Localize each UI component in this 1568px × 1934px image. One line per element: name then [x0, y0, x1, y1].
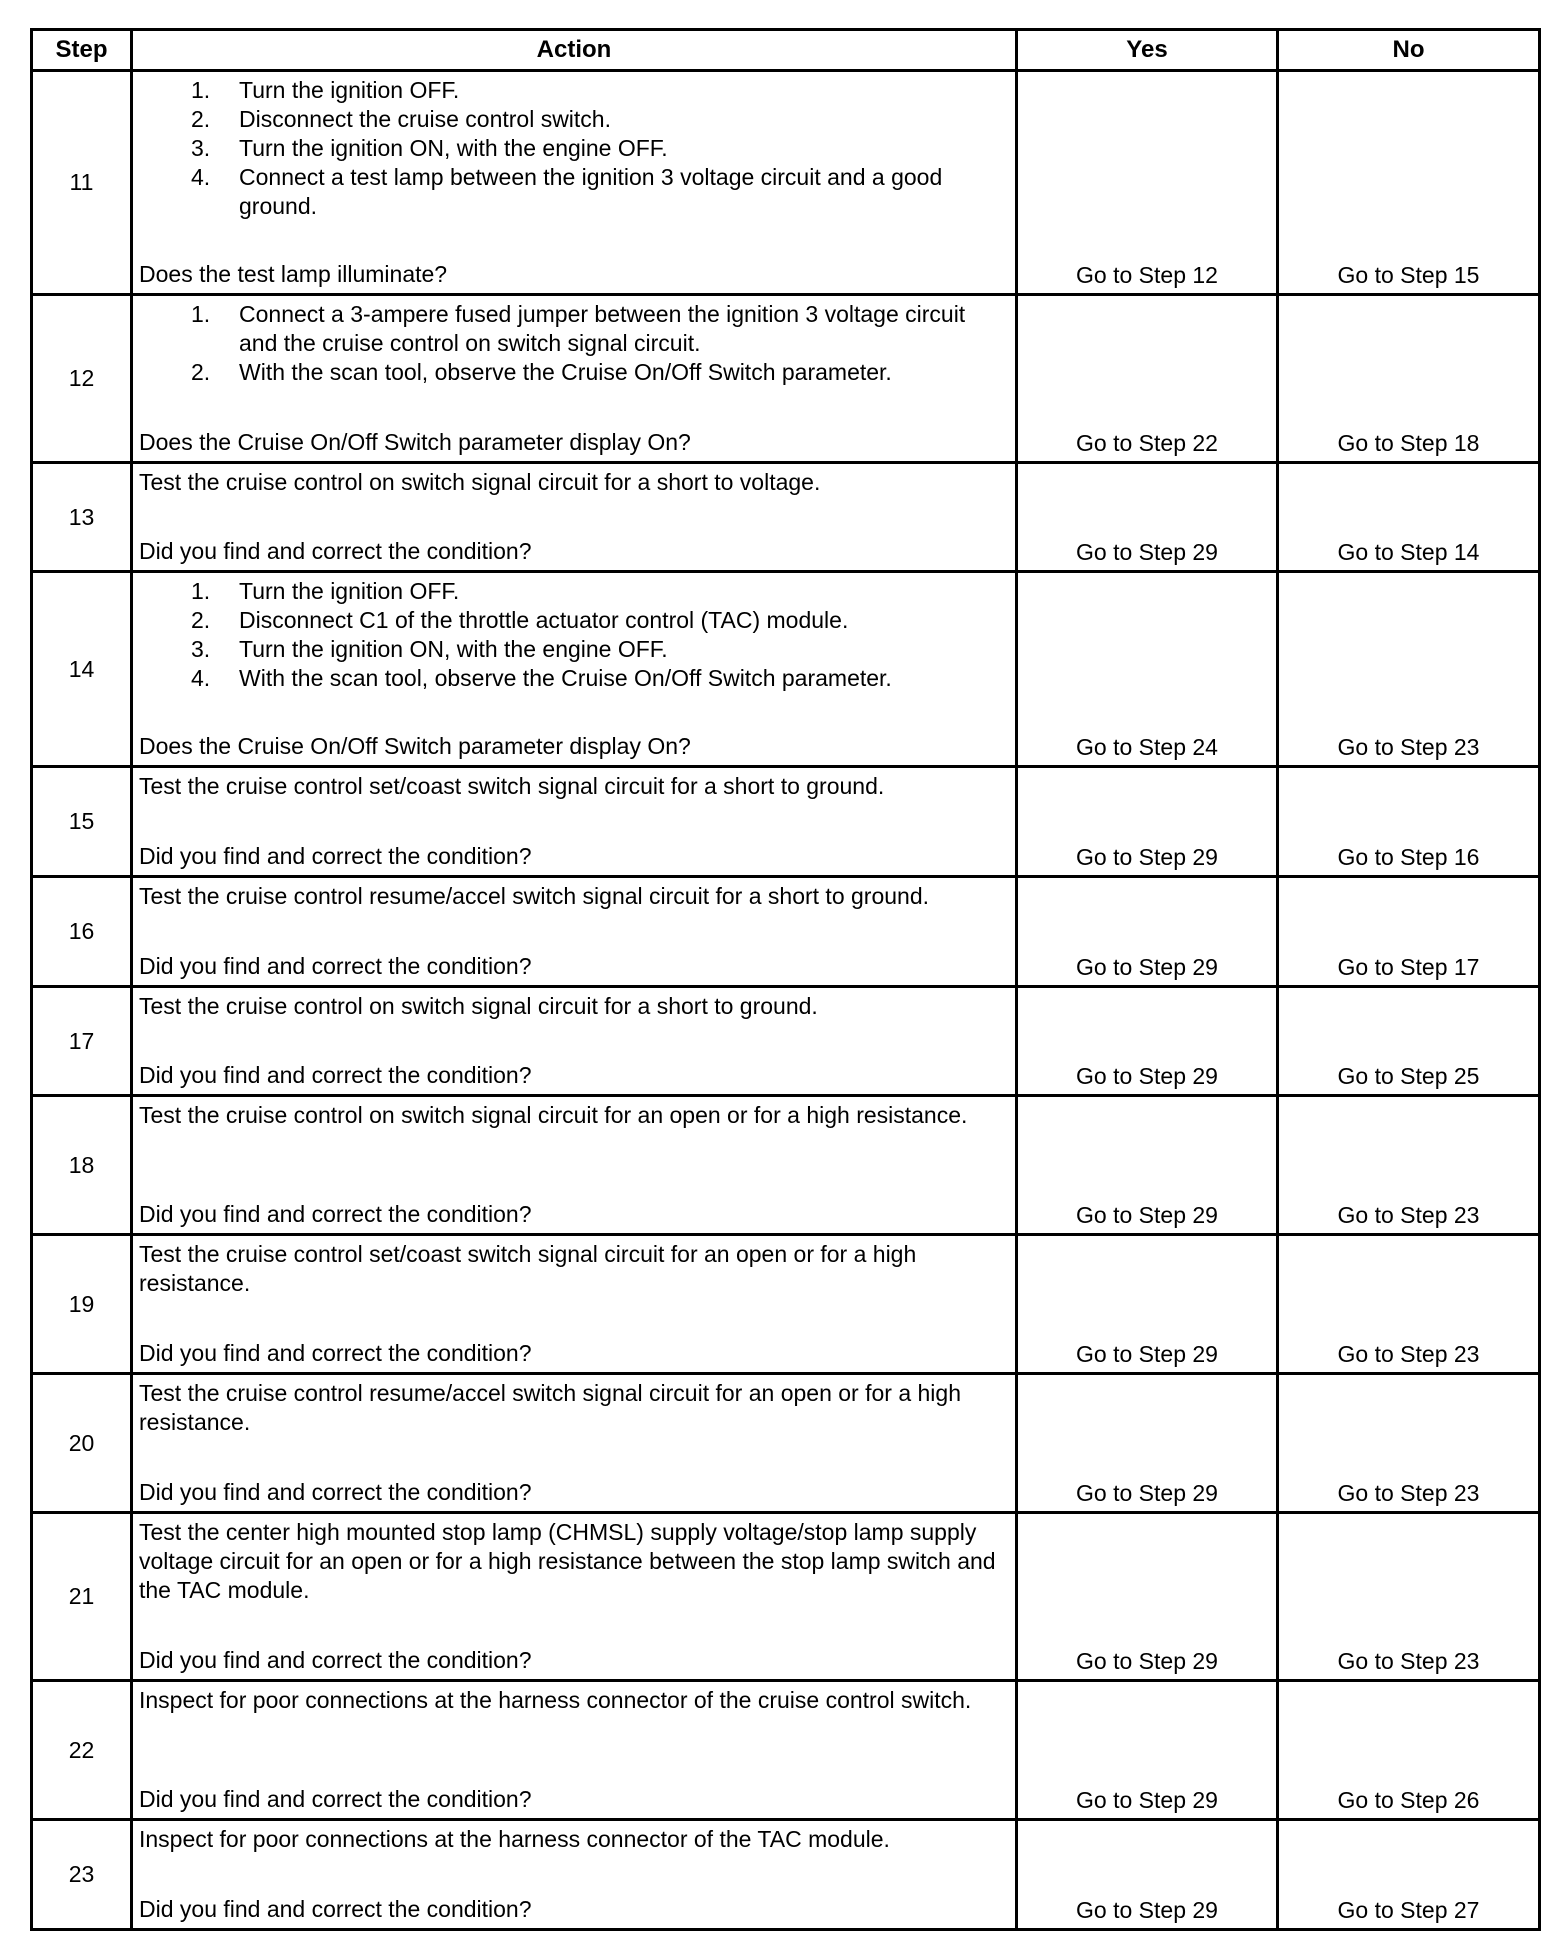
step-number: 11 [32, 71, 132, 295]
table-row [32, 572, 1540, 767]
step-number: 17 [32, 987, 132, 1096]
action-content [133, 1514, 1015, 1679]
instruction-text: With the scan tool, observe the Cruise On/Off Switch parameter. [239, 359, 892, 385]
header-yes: Yes [1017, 30, 1278, 71]
action-question: Does the test lamp illuminate? [139, 261, 448, 287]
yes-result: Go to Step 29 [1017, 463, 1278, 572]
instruction-number: 3. [191, 636, 211, 662]
table-row [32, 295, 1540, 463]
instruction-list [139, 300, 1007, 387]
instruction-number: 3. [191, 135, 211, 161]
step-number: 23 [32, 1820, 132, 1930]
step-number: 14 [32, 572, 132, 767]
action-cell [132, 987, 1017, 1096]
yes-result: Go to Step 29 [1017, 1374, 1278, 1513]
no-result: Go to Step 27 [1278, 1820, 1540, 1930]
action-content [133, 464, 1015, 570]
no-result: Go to Step 23 [1278, 1513, 1540, 1681]
action-cell [132, 877, 1017, 987]
yes-result: Go to Step 29 [1017, 987, 1278, 1096]
instruction-text: Turn the ignition OFF. [239, 578, 460, 604]
step-number: 15 [32, 767, 132, 877]
instruction-item [191, 300, 1007, 358]
yes-result: Go to Step 29 [1017, 877, 1278, 987]
step-number: 21 [32, 1513, 132, 1681]
no-result: Go to Step 15 [1278, 71, 1540, 295]
action-question: Did you find and correct the condition? [139, 1479, 532, 1505]
instruction-number: 4. [191, 665, 211, 691]
action-question: Did you find and correct the condition? [139, 843, 532, 869]
instruction-list [139, 577, 1007, 693]
header-row [32, 30, 1540, 71]
action-content [133, 1821, 1015, 1928]
action-content [133, 72, 1015, 293]
action-text: Test the cruise control resume/accel switch signal circuit for a short to ground. [139, 883, 930, 909]
action-text: Test the center high mounted stop lamp (CHMSL) supply voltage/stop lamp supply voltage circuit for an open or for a high resistance between the stop lamp switch and the TAC module. [139, 1519, 996, 1603]
instruction-item [191, 105, 1007, 134]
action-content [133, 768, 1015, 875]
action-question: Did you find and correct the condition? [139, 1201, 532, 1227]
action-question: Did you find and correct the condition? [139, 538, 532, 564]
instruction-item [191, 163, 1007, 221]
instruction-number: 2. [191, 607, 211, 633]
no-result: Go to Step 17 [1278, 877, 1540, 987]
instruction-text: Turn the ignition OFF. [239, 77, 460, 103]
action-cell [132, 572, 1017, 767]
instruction-text: Connect a test lamp between the ignition 3 voltage circuit and a good ground. [239, 164, 943, 219]
instruction-number: 2. [191, 106, 211, 132]
yes-result: Go to Step 22 [1017, 295, 1278, 463]
yes-result: Go to Step 24 [1017, 572, 1278, 767]
table-row [32, 987, 1540, 1096]
table-row [32, 767, 1540, 877]
action-cell [132, 1820, 1017, 1930]
action-cell [132, 1096, 1017, 1235]
action-text: Test the cruise control resume/accel switch signal circuit for an open or for a high resistance. [139, 1380, 961, 1435]
action-text: Test the cruise control on switch signal circuit for a short to voltage. [139, 469, 821, 495]
table-row [32, 1513, 1540, 1681]
action-text: Test the cruise control on switch signal circuit for an open or for a high resistance. [139, 1102, 968, 1128]
action-text: Test the cruise control set/coast switch signal circuit for an open or for a high resistance. [139, 1241, 917, 1296]
action-cell [132, 463, 1017, 572]
no-result: Go to Step 23 [1278, 1235, 1540, 1374]
header-step: Step [32, 30, 132, 71]
yes-result: Go to Step 29 [1017, 767, 1278, 877]
action-cell [132, 1513, 1017, 1681]
no-result: Go to Step 23 [1278, 1374, 1540, 1513]
instruction-text: Turn the ignition ON, with the engine OFF. [239, 636, 668, 662]
action-question: Did you find and correct the condition? [139, 1896, 532, 1922]
instruction-item [191, 76, 1007, 105]
action-content [133, 1682, 1015, 1818]
table-row [32, 1096, 1540, 1235]
action-question: Does the Cruise On/Off Switch parameter display On? [139, 733, 691, 759]
instruction-text: With the scan tool, observe the Cruise On/Off Switch parameter. [239, 665, 892, 691]
table-row [32, 1235, 1540, 1374]
diagnostic-table [30, 28, 1541, 1931]
instruction-text: Disconnect the cruise control switch. [239, 106, 611, 132]
action-question: Did you find and correct the condition? [139, 953, 532, 979]
instruction-text: Connect a 3-ampere fused jumper between the ignition 3 voltage circuit and the cruise control on switch signal circuit. [239, 301, 966, 356]
instruction-item [191, 635, 1007, 664]
action-content [133, 1236, 1015, 1372]
yes-result: Go to Step 12 [1017, 71, 1278, 295]
action-cell [132, 1374, 1017, 1513]
action-cell [132, 767, 1017, 877]
action-content [133, 1375, 1015, 1511]
yes-result: Go to Step 29 [1017, 1096, 1278, 1235]
action-question: Did you find and correct the condition? [139, 1340, 532, 1366]
instruction-item [191, 606, 1007, 635]
yes-result: Go to Step 29 [1017, 1235, 1278, 1374]
yes-result: Go to Step 29 [1017, 1820, 1278, 1930]
action-cell [132, 71, 1017, 295]
instruction-number: 1. [191, 77, 211, 103]
action-text: Inspect for poor connections at the harness connector of the TAC module. [139, 1826, 890, 1852]
action-question: Did you find and correct the condition? [139, 1062, 532, 1088]
step-number: 19 [32, 1235, 132, 1374]
table-row [32, 1374, 1540, 1513]
table-row [32, 1681, 1540, 1820]
action-cell [132, 1235, 1017, 1374]
table-row [32, 463, 1540, 572]
action-text: Test the cruise control on switch signal circuit for a short to ground. [139, 993, 818, 1019]
action-question: Did you find and correct the condition? [139, 1647, 532, 1673]
instruction-text: Disconnect C1 of the throttle actuator control (TAC) module. [239, 607, 849, 633]
action-content [133, 988, 1015, 1094]
instruction-text: Turn the ignition ON, with the engine OFF. [239, 135, 668, 161]
instruction-number: 1. [191, 301, 211, 327]
no-result: Go to Step 23 [1278, 572, 1540, 767]
step-number: 20 [32, 1374, 132, 1513]
instruction-list [139, 76, 1007, 221]
action-text: Inspect for poor connections at the harness connector of the cruise control switch. [139, 1687, 972, 1713]
action-content [133, 878, 1015, 985]
instruction-number: 4. [191, 164, 211, 190]
instruction-number: 1. [191, 578, 211, 604]
table-row [32, 1820, 1540, 1930]
no-result: Go to Step 23 [1278, 1096, 1540, 1235]
action-question: Does the Cruise On/Off Switch parameter display On? [139, 429, 691, 455]
no-result: Go to Step 16 [1278, 767, 1540, 877]
no-result: Go to Step 25 [1278, 987, 1540, 1096]
no-result: Go to Step 18 [1278, 295, 1540, 463]
step-number: 16 [32, 877, 132, 987]
step-number: 18 [32, 1096, 132, 1235]
action-content [133, 1097, 1015, 1233]
header-action: Action [132, 30, 1017, 71]
instruction-number: 2. [191, 359, 211, 385]
header-no: No [1278, 30, 1540, 71]
yes-result: Go to Step 29 [1017, 1513, 1278, 1681]
action-text: Test the cruise control set/coast switch signal circuit for a short to ground. [139, 773, 885, 799]
instruction-item [191, 664, 1007, 693]
no-result: Go to Step 26 [1278, 1681, 1540, 1820]
action-content [133, 296, 1015, 461]
table-row [32, 877, 1540, 987]
step-number: 13 [32, 463, 132, 572]
instruction-item [191, 577, 1007, 606]
instruction-item [191, 134, 1007, 163]
action-content [133, 573, 1015, 765]
action-cell [132, 1681, 1017, 1820]
no-result: Go to Step 14 [1278, 463, 1540, 572]
action-question: Did you find and correct the condition? [139, 1786, 532, 1812]
instruction-item [191, 358, 1007, 387]
action-cell [132, 295, 1017, 463]
step-number: 12 [32, 295, 132, 463]
yes-result: Go to Step 29 [1017, 1681, 1278, 1820]
table-row [32, 71, 1540, 295]
step-number: 22 [32, 1681, 132, 1820]
